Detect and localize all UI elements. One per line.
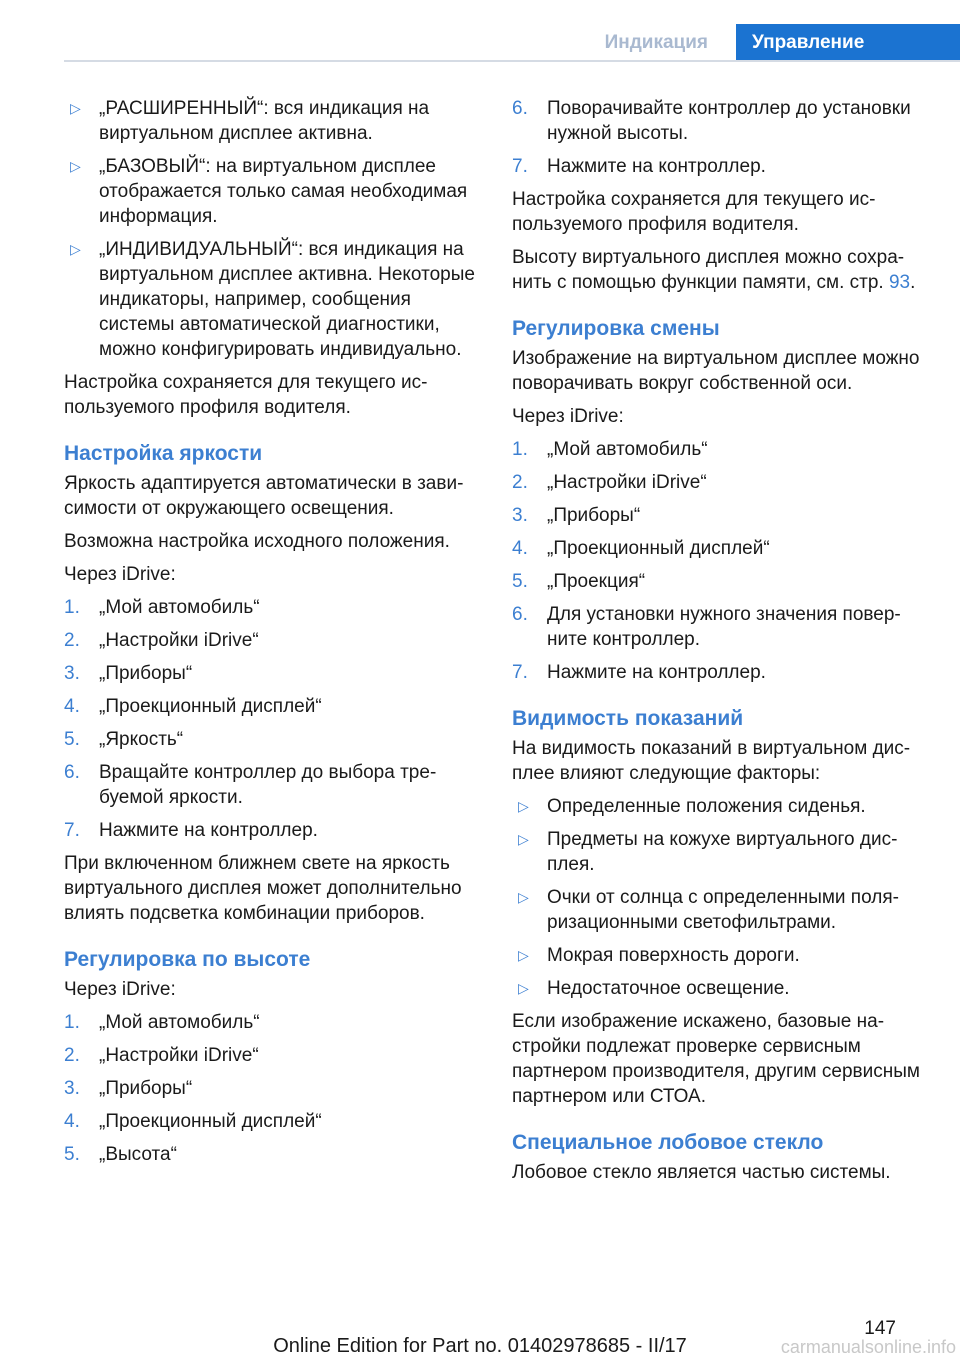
brightness-text-1: Яркость адаптируется автоматически в зависимости от окружающего освещения. [64, 473, 464, 519]
step-number: 1. [512, 439, 528, 460]
bullet-icon: ▷ [70, 158, 81, 174]
step-item [512, 154, 930, 179]
step-text: „Приборы“ [99, 1078, 193, 1099]
step-text: „Проекция“ [547, 571, 646, 592]
step-item [64, 595, 482, 620]
brightness-note: При включенном ближнем свете на яркость виртуального дисплея может дополнительно влиять подсветка комбинации приборов. [64, 853, 462, 924]
step-text: Для установки нужного значения поверните контроллер. [547, 604, 901, 650]
step-text: „Проекционный дисплей“ [547, 538, 770, 559]
section-title-visibility: Видимость показаний [512, 707, 744, 730]
step-text: „Настройки iDrive“ [99, 630, 259, 651]
step-number: 1. [64, 1012, 80, 1033]
bullet-icon: ▷ [518, 798, 529, 814]
visibility-service-note: Если изображение искажено, базовые настройки подлежат проверке сервисным партнером производителя, другим сервисным партнером или СТОА. [512, 1011, 920, 1107]
list-item [512, 943, 930, 968]
memory-note-end: . [910, 272, 916, 293]
step-number: 3. [64, 1078, 80, 1099]
step-text: „Настройки iDrive“ [99, 1045, 259, 1066]
step-item [64, 760, 482, 810]
header-divider [64, 60, 960, 62]
list-item [512, 976, 930, 1001]
step-number: 1. [64, 597, 80, 618]
step-item [512, 536, 930, 561]
step-number: 6. [64, 762, 80, 783]
step-number: 5. [64, 729, 80, 750]
right-column [512, 96, 930, 1193]
step-number: 6. [512, 98, 528, 119]
step-item [64, 628, 482, 653]
tab-indication[interactable]: Индикация [604, 32, 708, 53]
modes-note: Настройка сохраняется для текущего используемого профиля водителя. [64, 372, 428, 418]
section-title-height: Регулировка по высоте [64, 948, 311, 971]
step-item [512, 437, 930, 462]
list-item-text: Определенные положения сиденья. [547, 796, 866, 817]
rotation-text: Изображение на виртуальном дисплее можно поворачивать вокруг собственной оси. [512, 348, 920, 394]
height-idrive-label: Через iDrive: [64, 979, 176, 1000]
step-text: „Приборы“ [99, 663, 193, 684]
brightness-text-2: Возможна настройка исходного положения. [64, 531, 450, 552]
rotation-steps [512, 437, 930, 685]
step-item [64, 1043, 482, 1068]
step-item [512, 96, 930, 146]
step-number: 4. [512, 538, 528, 559]
step-item [512, 503, 930, 528]
bullet-icon: ▷ [70, 100, 81, 116]
step-text: Нажмите на контроллер. [99, 820, 318, 841]
page-number: 147 [864, 1318, 896, 1339]
step-number: 5. [64, 1144, 80, 1165]
footer-edition: Online Edition for Part no. 01402978685 - II/17 [273, 1335, 687, 1357]
tab-control[interactable]: Управление [736, 24, 960, 62]
step-item [64, 1142, 482, 1167]
bullet-icon: ▷ [518, 980, 529, 996]
list-item-text: „РАСШИРЕННЫЙ“: вся индикация на виртуальном дисплее активна. [99, 98, 430, 144]
section-title-windshield: Специальное лобовое стекло [512, 1131, 824, 1154]
visibility-intro: На видимость показаний в виртуальном дисплее влияют следующие факторы: [512, 738, 911, 784]
list-item-text: Недостаточное освещение. [547, 978, 790, 999]
visibility-factors-list [512, 794, 930, 1001]
list-item [64, 96, 482, 146]
step-number: 4. [64, 696, 80, 717]
step-text: „Мой автомобиль“ [99, 597, 260, 618]
step-text: „Мой автомобиль“ [99, 1012, 260, 1033]
step-number: 2. [64, 1045, 80, 1066]
height-memory-note [512, 245, 930, 295]
height-steps [64, 1010, 482, 1167]
step-number: 7. [64, 820, 80, 841]
step-text: „Проекционный дисплей“ [99, 696, 322, 717]
bullet-icon: ▷ [518, 947, 529, 963]
step-item [64, 727, 482, 752]
brightness-idrive-label: Через iDrive: [64, 564, 176, 585]
step-text: Нажмите на контроллер. [547, 156, 766, 177]
step-text: „Яркость“ [99, 729, 184, 750]
step-text: „Мой автомобиль“ [547, 439, 708, 460]
watermark: carmanualsonline.info [780, 1337, 956, 1357]
bullet-icon: ▷ [70, 241, 81, 257]
step-item [64, 694, 482, 719]
height-profile-note: Настройка сохраняется для текущего используемого профиля водителя. [512, 189, 876, 235]
list-item-text: „БАЗОВЫЙ“: на виртуальном дисплее отображается только самая необходимая информация. [99, 156, 468, 227]
step-number: 2. [512, 472, 528, 493]
section-title-rotation: Регулировка смены [512, 317, 720, 340]
list-item [512, 794, 930, 819]
step-number: 3. [512, 505, 528, 526]
height-steps-continued [512, 96, 930, 179]
bullet-icon: ▷ [518, 889, 529, 905]
memory-note-text: Высоту виртуального дисплея можно сохранить с помощью функции памяти, см. стр. [512, 247, 905, 293]
step-item [512, 569, 930, 594]
section-title-brightness: Настройка яркости [64, 442, 263, 465]
list-item-text: Очки от солнца с определенными поляризационными светофильтрами. [547, 887, 899, 933]
step-item [64, 1076, 482, 1101]
step-text: „Настройки iDrive“ [547, 472, 707, 493]
step-number: 6. [512, 604, 528, 625]
step-item [512, 660, 930, 685]
list-item [64, 237, 482, 362]
step-number: 3. [64, 663, 80, 684]
step-text: Поворачивайте контроллер до установки нужной высоты. [547, 98, 911, 144]
step-item [64, 818, 482, 843]
step-item [64, 1109, 482, 1134]
page-reference-link[interactable]: 93 [888, 272, 911, 293]
list-item [512, 827, 930, 877]
step-item [512, 602, 930, 652]
step-text: Нажмите на контроллер. [547, 662, 766, 683]
list-item-text: Предметы на кожухе виртуального дисплея. [547, 829, 898, 875]
step-text: „Проекционный дисплей“ [99, 1111, 322, 1132]
step-number: 5. [512, 571, 528, 592]
step-text: „Высота“ [99, 1144, 177, 1165]
step-text: Вращайте контроллер до выбора требуемой яркости. [99, 762, 437, 808]
step-item [64, 1010, 482, 1035]
windshield-text: Лобовое стекло является частью системы. [512, 1162, 891, 1183]
step-item [512, 470, 930, 495]
step-number: 7. [512, 662, 528, 683]
step-number: 7. [512, 156, 528, 177]
list-item-text: „ИНДИВИДУАЛЬНЫЙ“: вся индикация на виртуальном дисплее активна. Некоторые индикаторы, например, сообщения системы автоматической диагностики, можно конфигурировать индивидуально. [99, 239, 475, 360]
page-header [0, 0, 960, 62]
bullet-icon: ▷ [518, 831, 529, 847]
list-item [64, 154, 482, 229]
step-text: „Приборы“ [547, 505, 641, 526]
step-item [64, 661, 482, 686]
brightness-steps [64, 595, 482, 843]
display-modes-list [64, 96, 482, 362]
left-column [64, 96, 482, 1175]
list-item-text: Мокрая поверхность дороги. [547, 945, 800, 966]
list-item [512, 885, 930, 935]
rotation-idrive-label: Через iDrive: [512, 406, 624, 427]
step-number: 4. [64, 1111, 80, 1132]
step-number: 2. [64, 630, 80, 651]
